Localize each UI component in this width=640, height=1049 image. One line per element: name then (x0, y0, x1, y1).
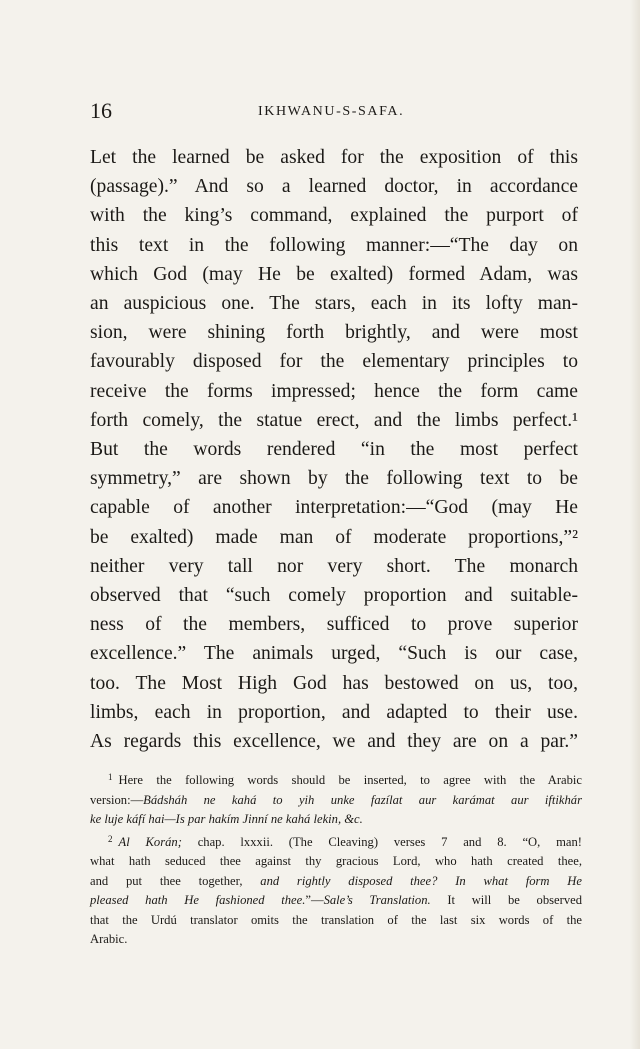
body-line: forth comely, the statue erect, and the limbs perfect.¹ (90, 409, 578, 431)
body-line: favourably disposed for the elementary principles to (90, 351, 578, 373)
body-line: too. The Most High God has bestowed on us, too, (90, 672, 578, 694)
footnote-2-citation: chap. lxxxii. (The Cleaving) verses 7 and 8. “O, man! (197, 834, 582, 849)
footnote-2-text: what hath seduced thee against thy gracious Lord, who hath created thee, (90, 854, 582, 868)
footnote-1-text: Here the following words should be inserted, to agree with the Arabic (118, 773, 582, 787)
footnote-2-line-1 (90, 830, 582, 853)
body-line: excellence.” The animals urged, “Such is our case, (90, 643, 578, 665)
footnote-2-italic-quote-end: pleased hath He fashioned thee. (90, 893, 306, 907)
page-header (90, 98, 590, 128)
body-line: be exalted) made man of moderate proportions,”² (90, 526, 578, 548)
footnote-2-italic-quote-b: In what form He (455, 873, 582, 888)
footnote-2-note-cont: that the Urdú translator omits the translation of the last six words of the (90, 912, 582, 927)
footnote-2-text-prefix: and put thee together, (90, 873, 243, 888)
body-line: capable of another interpretation:—“God (may He (90, 497, 578, 519)
body-text (90, 143, 578, 756)
running-head: IKHWANU-S-SAFA. (258, 104, 405, 119)
page-number: 16 (90, 98, 112, 123)
body-line: an auspicious one. The stars, each in its lofty man- (90, 293, 578, 315)
page-edge-shadow (630, 0, 640, 1049)
body-line: As regards this excellence, we and they are on a par.” (90, 731, 578, 753)
body-line: this text in the following manner:—“The day on (90, 234, 578, 256)
body-line: symmetry,” are shown by the following text to be (90, 468, 578, 490)
body-line: neither very tall nor very short. The monarch (90, 555, 578, 577)
body-line: receive the forms impressed; hence the form came (90, 380, 578, 402)
footnote-2-line-3 (90, 872, 582, 892)
footnote-1-urdu-quote-cont: ke luje káfí hai—Is par hakím Jinní ne kahá lekin, &c. (90, 812, 363, 826)
body-line: which God (may He be exalted) formed Adam, was (90, 263, 578, 285)
footnote-2-italic-quote: and rightly disposed thee? (260, 873, 438, 888)
footnote-1-line-3 (90, 810, 582, 830)
body-line: ness of the members, sufficed to prove superior (90, 614, 578, 636)
body-line: (passage).” And so a learned doctor, in accordance (90, 176, 578, 198)
body-line: observed that “such comely proportion and suitable- (90, 585, 578, 607)
body-line: Let the learned be asked for the exposition of this (90, 147, 578, 168)
footnote-1-line-2 (90, 791, 582, 811)
footnote-1-urdu-quote: Bádsháh ne kahá to yih unke fazílat aur karámat aur iftikhár (143, 792, 582, 807)
footnote-1-version-label: version:— (90, 792, 144, 807)
footnote-2-line-2 (90, 852, 582, 872)
footnote-2-line-6 (90, 930, 582, 950)
body-line: with the king’s command, explained the purport of (90, 205, 578, 227)
footnote-2-line-4 (90, 891, 582, 911)
body-line: But the words rendered “in the most perfect (90, 439, 578, 461)
footnote-2-dash: ”— (305, 893, 324, 907)
body-line: sion, were shining forth brightly, and were most (90, 322, 578, 344)
footnote-2-source-title: Al Korán; (118, 834, 182, 849)
footnote-1-mark: 1 (108, 772, 113, 782)
footnote-2-line-5 (90, 911, 582, 931)
body-line: limbs, each in proportion, and adapted to their use. (90, 701, 578, 723)
footnote-2-translation-credit: Sale’s Translation. (323, 893, 431, 907)
footnote-2-mark: 2 (108, 833, 113, 844)
footnotes (90, 768, 582, 950)
footnote-2-note: It will be observed (447, 893, 582, 907)
footnote-1-line-1 (90, 768, 582, 791)
footnote-2-note-end: Arabic. (90, 932, 128, 946)
